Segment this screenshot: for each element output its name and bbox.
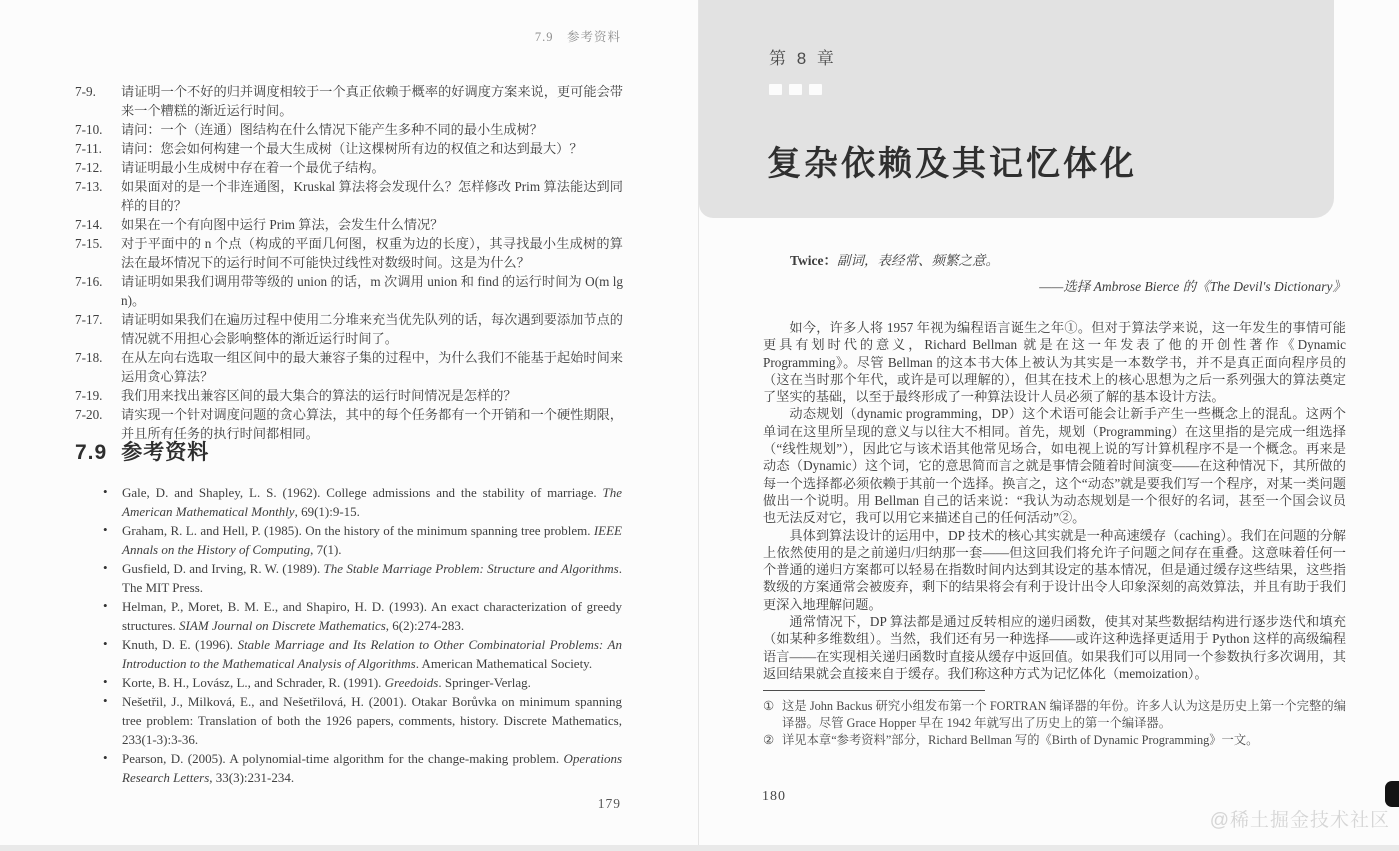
- reference-segment: Gale, D. and Shapley, L. S. (1962). College admissions and the stability of marriage.: [122, 485, 603, 500]
- reference-segment: Gusfield, D. and Irving, R. W. (1989).: [122, 561, 324, 576]
- exercise-item: [75, 120, 623, 139]
- exercise-item: [75, 158, 623, 177]
- reference-segment: Operations Research Letters: [122, 751, 622, 785]
- side-tab-handle[interactable]: [1385, 781, 1399, 807]
- reference-segment: Nešetřil, J., Milková, E., and Nešetřilová, H. (2001). Otakar Borůvka on minimum spanning tree problem: Translation of both the 1926 papers, comments, history. Discrete Mathematics, 233(1-3):3-36.: [122, 694, 622, 747]
- exercise-text: 在从左向右选取一组区间中的最大兼容子集的过程中，为什么我们不能基于起始时间来运用贪心算法？: [121, 350, 623, 384]
- chapter-label: 第 8 章: [769, 49, 837, 68]
- exercise-number: 7-10.: [75, 122, 103, 137]
- exercise-number: 7-16.: [75, 274, 103, 289]
- exercise-number: 7-9.: [75, 84, 96, 99]
- reference-segment: , 69(1):9-15.: [294, 504, 360, 519]
- exercise-number: 7-12.: [75, 160, 103, 175]
- bottom-strip: [0, 845, 1399, 851]
- epigraph-term: Twice：: [790, 253, 837, 268]
- paragraphs-container: [763, 319, 1346, 682]
- exercise-item: [75, 139, 623, 158]
- exercise-number: 7-18.: [75, 350, 103, 365]
- footnote-item: [763, 698, 1346, 732]
- reference-segment: Korte, B. H., Lovász, L., and Schrader, R. (1991).: [122, 675, 385, 690]
- reference-item: [101, 692, 622, 749]
- reference-segment: Pearson, D. (2005). A polynomial-time algorithm for the change-making problem.: [122, 751, 564, 766]
- reference-item: [101, 749, 622, 787]
- reference-item: [101, 635, 622, 673]
- body-paragraph: 动态规划（dynamic programming，DP）这个术语可能会让新手产生一些概念上的混乱。这两个单词在这里所呈现的意义与以往大不相同。首先，规划（Programming）在这里指的是完成一组选择（“线性规划”），因此它与该术语其他常见场合，如电视上说的写计算机程序不是一个概念。再来是动态（Dynamic）这个词，它的意思简而言之就是事情会随着时间演变——在这种情况下，其所做的每一个选择都必须依赖于其前一个选择。换言之，这个“动态”就是要我们写一个程序，对某一类问题做出一个说明。用 Bellman 自己的话来说：“我认为动态规划是一个很好的名词，甚至一个国会议员也无法反对它，我可以用它来描述自己的任何活动”②。: [763, 406, 1346, 526]
- exercise-number: 7-19.: [75, 388, 103, 403]
- reference-item: [101, 559, 622, 597]
- reference-item: [101, 597, 622, 635]
- reference-segment: IEEE Annals on the History of Computing: [122, 523, 622, 557]
- reference-segment: . American Mathematical Society.: [415, 656, 593, 671]
- reference-segment: SIAM Journal on Discrete Mathematics: [179, 618, 386, 633]
- section-number: 7.9: [75, 441, 108, 464]
- chapter-marker-squares-icon: [769, 84, 822, 95]
- exercise-text: 请证明最小生成树中存在着一个最优子结构。: [121, 160, 385, 175]
- exercise-text: 如果在一个有向图中运行 Prim 算法，会发生什么情况？: [121, 217, 444, 232]
- footnote-separator: [763, 690, 985, 691]
- exercise-text: 请问：您会如何构建一个最大生成树（让这棵树所有边的权值之和达到最大）？: [121, 141, 583, 156]
- square-icon: [769, 84, 782, 95]
- epigraph-attribution: ——选择 Ambrose Bierce 的《The Devil's Dictionary》: [1039, 279, 1346, 294]
- reference-item: [101, 483, 622, 521]
- page-number-right: 180: [762, 789, 786, 804]
- watermark: @稀土掘金技术社区: [1209, 810, 1390, 831]
- reference-item: [101, 521, 622, 559]
- chapter-body-text: [763, 319, 1346, 749]
- exercise-text: 对于平面中的 n 个点（构成的平面几何图，权重为边的长度），其寻找最小生成树的算法在最坏情况下的运行时间不可能快过线性对数级时间。这是为什么？: [121, 236, 623, 270]
- bullet-icon: •: [103, 598, 108, 613]
- exercise-text: 请证明一个不好的归并调度相较于一个真正依赖于概率的好调度方案来说，更可能会带来一个糟糕的渐近运行时间。: [121, 84, 623, 118]
- reference-item: [101, 673, 622, 692]
- exercise-item: [75, 82, 623, 120]
- square-icon: [809, 84, 822, 95]
- exercise-text: 请证明如果我们调用带等级的 union 的话，m 次调用 union 和 find 的运行时间为 O(m lg n)。: [121, 274, 623, 308]
- reference-segment: The Stable Marriage Problem: Structure and Algorithms: [323, 561, 619, 576]
- exercise-number: 7-14.: [75, 217, 103, 232]
- section-title: 参考资料: [121, 441, 210, 464]
- bullet-icon: •: [103, 560, 108, 575]
- section-heading: [75, 436, 209, 466]
- reference-segment: Knuth, D. E. (1996).: [122, 637, 238, 652]
- reference-segment: , 7(1).: [310, 542, 342, 557]
- exercise-item: [75, 310, 623, 348]
- reference-list: [101, 483, 622, 787]
- epigraph: [790, 252, 1346, 296]
- exercise-number: 7-11.: [75, 141, 102, 156]
- exercise-number: 7-20.: [75, 407, 103, 422]
- reference-segment: Stable Marriage and Its Relation to Other Combinatorial Problems: An Introduction to the Mathematical Analysis of Algorithms: [122, 637, 622, 671]
- exercise-list: [75, 82, 623, 443]
- footnotes: [763, 698, 1346, 749]
- exercise-number: 7-17.: [75, 312, 103, 327]
- bullet-icon: •: [103, 522, 108, 537]
- page-number-left: 179: [597, 796, 621, 811]
- epigraph-definition: 副词，表经常、频繁之意。: [837, 253, 999, 268]
- reference-segment: , 33(3):231-234.: [209, 770, 295, 785]
- exercise-number: 7-15.: [75, 236, 103, 251]
- exercise-item: [75, 348, 623, 386]
- reference-segment: Greedoids: [384, 675, 439, 690]
- exercise-item: [75, 177, 623, 215]
- body-paragraph: 具体到算法设计的运用中，DP 技术的核心其实就是一种高速缓存（caching）。我们在问题的分解上依然使用的是之前递归/归纳那一套——但这回我们将允许子问题之间存在重叠。这意味着任何一个普通的递归方案都可以轻易在指数时间内达到其设定的基本情况，但是通过缓存这些结果，这些指数级的方案通常会被废弃，剩下的结果将会有利于设计出令人印象深刻的高效算法，并且有助于我们更深入地理解问题。: [763, 527, 1346, 612]
- chapter-header-box: [699, 0, 1334, 218]
- exercise-item: [75, 215, 623, 234]
- exercise-item: [75, 386, 623, 405]
- bullet-icon: •: [103, 636, 108, 651]
- exercise-item: [75, 272, 623, 310]
- exercise-text: 我们用来找出兼容区间的最大集合的算法的运行时间情况是怎样的？: [121, 388, 517, 403]
- footnote-text: 这是 John Backus 研究小组发布第一个 FORTRAN 编译器的年份。许多人认为这是历史上第一个完整的编译器。尽管 Grace Hopper 早在 1942 年就写出了历史上的第一个编译器。: [782, 699, 1346, 731]
- reference-segment: The American Mathematical Monthly: [122, 485, 622, 519]
- chapter-title: 复杂依赖及其记忆体化: [767, 145, 1137, 183]
- reference-segment: Helman, P., Moret, B. M. E., and Shapiro, H. D. (1993). An exact characterization of greedy structures.: [122, 599, 622, 633]
- exercise-item: [75, 234, 623, 272]
- exercise-number: 7-13.: [75, 179, 103, 194]
- bullet-icon: •: [103, 693, 108, 708]
- exercise-text: 请证明如果我们在遍历过程中使用二分堆来充当优先队列的话，每次遇到要添加节点的情况就不用担心会影响整体的渐近运行时间了。: [121, 312, 623, 346]
- reference-segment: Graham, R. L. and Hell, P. (1985). On the history of the minimum spanning tree problem.: [122, 523, 594, 538]
- footnote-text: 详见本章“参考资料”部分，Richard Bellman 写的《Birth of Dynamic Programming》一文。: [782, 733, 1259, 748]
- reference-segment: . The MIT Press.: [122, 561, 622, 595]
- exercise-text: 请问：一个（连通）图结构在什么情况下能产生多种不同的最小生成树？: [121, 122, 543, 137]
- footnote-item: [763, 732, 1346, 749]
- bullet-icon: •: [103, 484, 108, 499]
- bullet-icon: •: [103, 750, 108, 765]
- running-header: 7.9 参考资料: [534, 30, 621, 44]
- bullet-icon: •: [103, 674, 108, 689]
- exercise-text: 如果面对的是一个非连通图，Kruskal 算法将会发现什么？怎样修改 Prim 算法能达到同样的目的？: [121, 179, 623, 213]
- footnote-marker: ②: [763, 733, 775, 748]
- reference-segment: . Springer-Verlag.: [438, 675, 531, 690]
- footnote-marker: ①: [763, 699, 775, 714]
- reference-segment: , 6(2):274-283.: [385, 618, 465, 633]
- body-paragraph: 通常情况下，DP 算法都是通过反转相应的递归函数，使其对某些数据结构进行逐步迭代和填充（如某种多维数组）。当然，我们还有另一种选择——或许这种选择更适用于 Python 这样的高级编程语言——在实现相关递归函数时直接从缓存中返回值。如果我们可以用同一个参数执行多次调用，其返回结果就会直接来自于缓存。我们称这种方式为记忆体化（memoization）。: [763, 614, 1346, 681]
- square-icon: [789, 84, 802, 95]
- body-paragraph: 如今，许多人将 1957 年视为编程语言诞生之年①。但对于算法学来说，这一年发生的事情可能更具有划时代的意义，Richard Bellman 就是在这一年发表了他的开创性著作《Dynamic Programming》。尽管 Bellman 的这本书大体上被认为其实是一本数学书，并不是真正面向程序员的（这在当时那个年代，或许是可以理解的），但其在技术上的核心思想为之后一系列强大的算法奠定了坚实的基础，以至于最终形成了一种算法设计人员必须了解的基本设计方法。: [763, 320, 1346, 405]
- exercise-text: 请实现一个针对调度问题的贪心算法，其中的每个任务都有一个开销和一个硬性期限，并且所有任务的执行时间都相同。: [121, 407, 623, 441]
- epigraph-definition-line: [790, 252, 1346, 270]
